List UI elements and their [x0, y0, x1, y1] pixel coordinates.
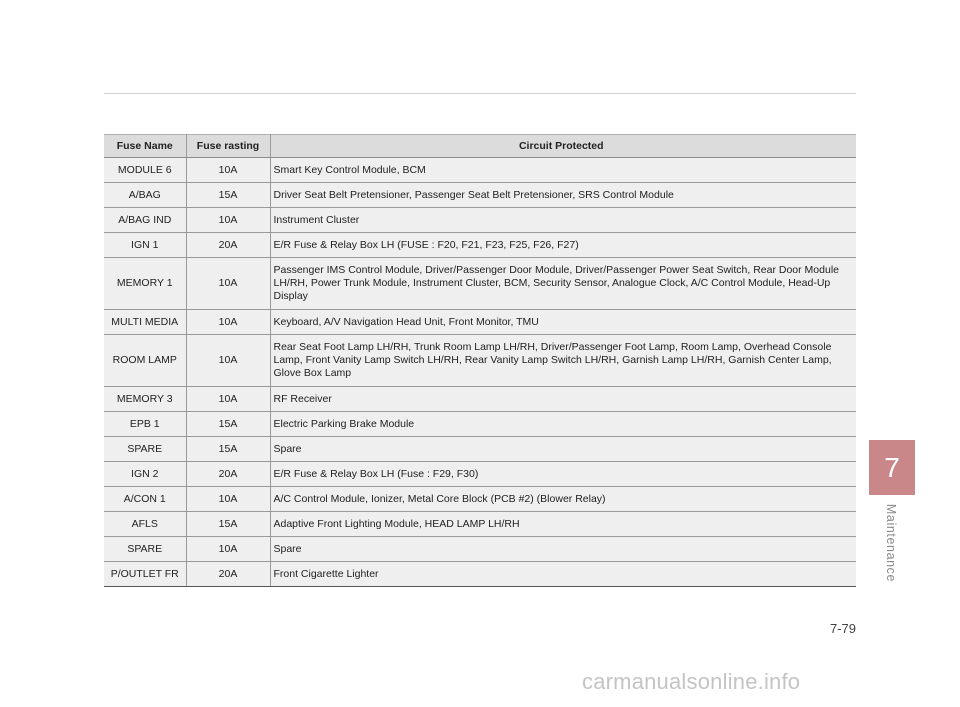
fuse-rating-cell: 20A	[186, 462, 270, 487]
circuit-cell: Spare	[270, 437, 856, 462]
fuse-rating-cell: 10A	[186, 335, 270, 387]
table-row	[104, 487, 856, 512]
fuse-rating-cell: 15A	[186, 437, 270, 462]
fuse-rating-cell: 10A	[186, 310, 270, 335]
fuse-name-cell: AFLS	[104, 512, 186, 537]
fuse-rating-cell: 15A	[186, 183, 270, 208]
table-row	[104, 537, 856, 562]
table-row	[104, 158, 856, 183]
fuse-rating-cell: 10A	[186, 158, 270, 183]
table-row	[104, 412, 856, 437]
table-row	[104, 387, 856, 412]
table-row	[104, 208, 856, 233]
circuit-cell: Electric Parking Brake Module	[270, 412, 856, 437]
table-row	[104, 183, 856, 208]
fuse-name-cell: MEMORY 3	[104, 387, 186, 412]
circuit-cell: Adaptive Front Lighting Module, HEAD LAMP LH/RH	[270, 512, 856, 537]
fuse-name-cell: P/OUTLET FR	[104, 562, 186, 587]
fuse-name-cell: MODULE 6	[104, 158, 186, 183]
table-row	[104, 258, 856, 310]
fuse-rating-cell: 20A	[186, 562, 270, 587]
header-circuit-protected: Circuit Protected	[270, 135, 856, 158]
fuse-name-cell: MULTI MEDIA	[104, 310, 186, 335]
page-number: 7-79	[829, 621, 856, 636]
circuit-cell: RF Receiver	[270, 387, 856, 412]
fuse-rating-cell: 15A	[186, 512, 270, 537]
table-row	[104, 233, 856, 258]
circuit-cell: Passenger IMS Control Module, Driver/Passenger Door Module, Driver/Passenger Power Seat Switch, Rear Door Module LH/RH, Power Trunk Module, Instrument Cluster, BCM, Security Sensor, Analogue Clock, A/C Control Module, Head-Up Display	[270, 258, 856, 310]
fuse-name-cell: ROOM LAMP	[104, 335, 186, 387]
chapter-title-text: Maintenance	[884, 503, 898, 583]
header-fuse-name: Fuse Name	[104, 135, 186, 158]
circuit-cell: E/R Fuse & Relay Box LH (Fuse : F29, F30)	[270, 462, 856, 487]
fuse-rating-cell: 10A	[186, 387, 270, 412]
fuse-name-cell: MEMORY 1	[104, 258, 186, 310]
table-row	[104, 335, 856, 387]
table-row	[104, 512, 856, 537]
fuse-name-cell: EPB 1	[104, 412, 186, 437]
table-row	[104, 462, 856, 487]
fuse-rating-cell: 20A	[186, 233, 270, 258]
header-divider	[104, 93, 856, 94]
table-row	[104, 437, 856, 462]
fuse-name-cell: SPARE	[104, 437, 186, 462]
circuit-cell: Rear Seat Foot Lamp LH/RH, Trunk Room Lamp LH/RH, Driver/Passenger Foot Lamp, Room Lamp, Overhead Console Lamp, Front Vanity Lamp Switch LH/RH, Rear Vanity Lamp Switch LH/RH, Garnish Lamp LH/RH, Garnish Center Lamp, Glove Box Lamp	[270, 335, 856, 387]
table-header-row	[104, 135, 856, 158]
header-fuse-rating: Fuse rasting	[186, 135, 270, 158]
fuse-rating-cell: 10A	[186, 208, 270, 233]
fuse-rating-cell: 15A	[186, 412, 270, 437]
circuit-cell: Front Cigarette Lighter	[270, 562, 856, 587]
chapter-tab	[869, 440, 915, 495]
circuit-cell: Driver Seat Belt Pretensioner, Passenger Seat Belt Pretensioner, SRS Control Module	[270, 183, 856, 208]
fuse-rating-cell: 10A	[186, 487, 270, 512]
fuse-name-cell: A/BAG IND	[104, 208, 186, 233]
fuse-name-cell: A/CON 1	[104, 487, 186, 512]
table-row	[104, 562, 856, 587]
circuit-cell: Spare	[270, 537, 856, 562]
chapter-title	[880, 500, 902, 586]
fuse-table	[104, 134, 856, 587]
fuse-name-cell: IGN 2	[104, 462, 186, 487]
watermark: carmanualsonline.info	[582, 669, 801, 694]
fuse-name-cell: A/BAG	[104, 183, 186, 208]
table-row	[104, 310, 856, 335]
fuse-rating-cell: 10A	[186, 537, 270, 562]
circuit-cell: Instrument Cluster	[270, 208, 856, 233]
fuse-name-cell: SPARE	[104, 537, 186, 562]
circuit-cell: Smart Key Control Module, BCM	[270, 158, 856, 183]
circuit-cell: A/C Control Module, Ionizer, Metal Core Block (PCB #2) (Blower Relay)	[270, 487, 856, 512]
circuit-cell: Keyboard, A/V Navigation Head Unit, Front Monitor, TMU	[270, 310, 856, 335]
chapter-number: 7	[884, 451, 900, 483]
fuse-rating-cell: 10A	[186, 258, 270, 310]
circuit-cell: E/R Fuse & Relay Box LH (FUSE : F20, F21, F23, F25, F26, F27)	[270, 233, 856, 258]
fuse-name-cell: IGN 1	[104, 233, 186, 258]
